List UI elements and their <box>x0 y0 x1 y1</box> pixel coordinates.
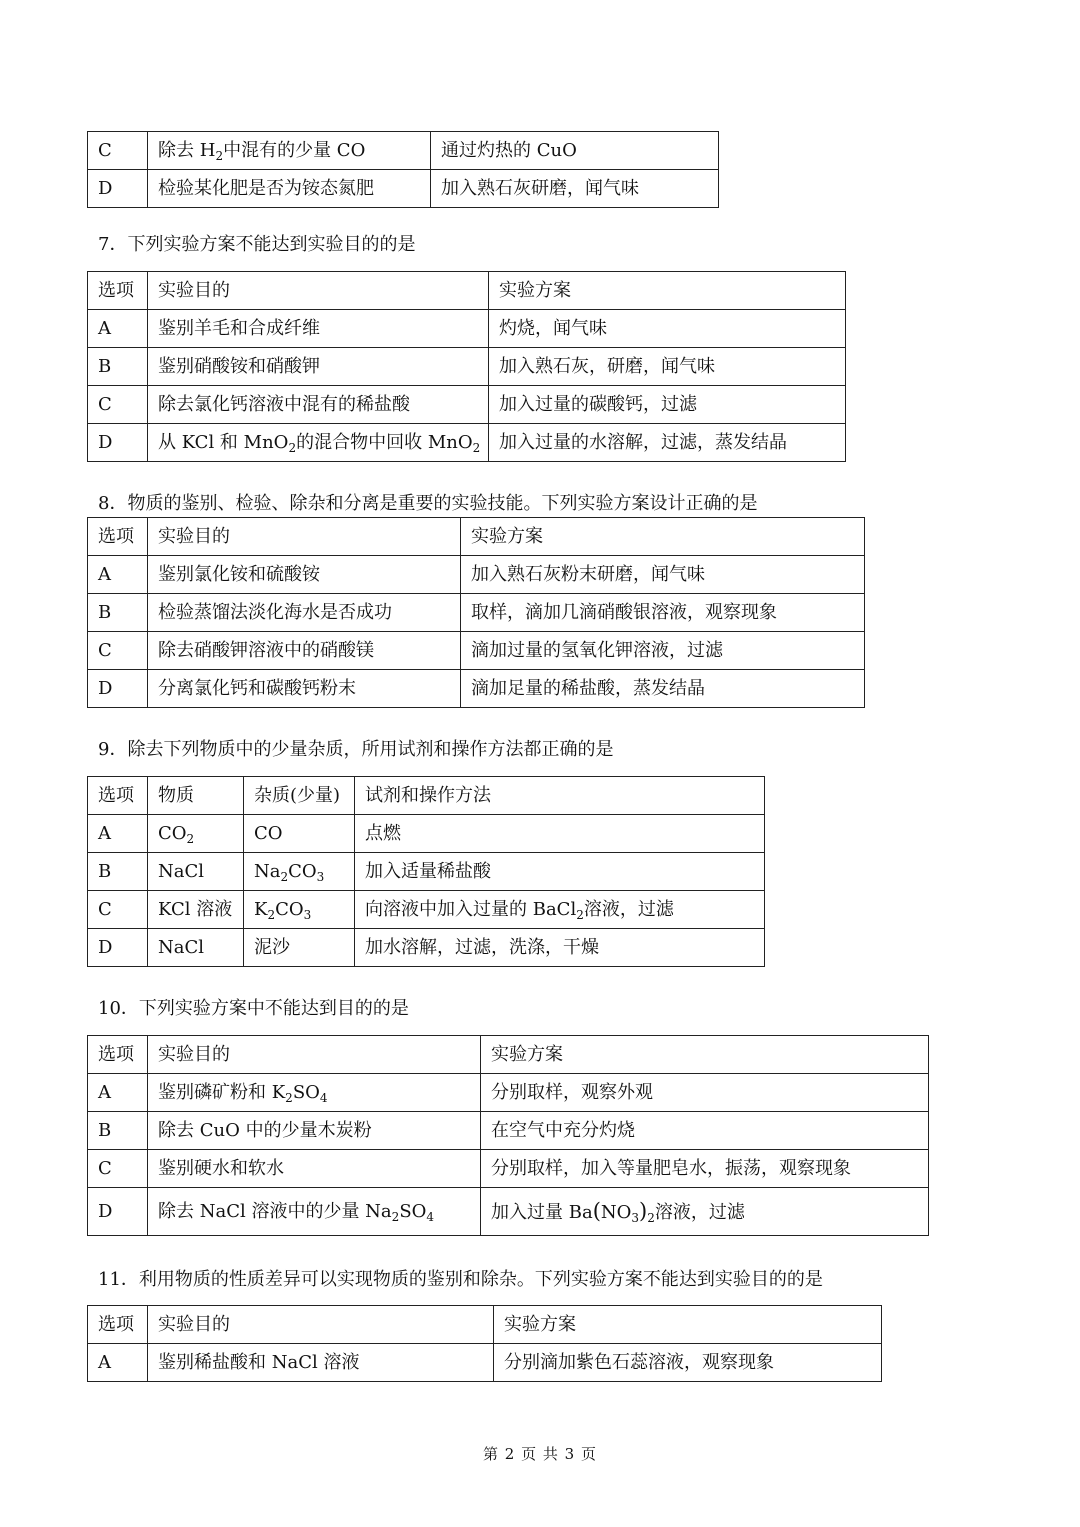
option-cell: C <box>88 891 148 929</box>
table-row <box>88 310 846 348</box>
question-7-title: 7．下列实验方案不能达到实验目的的是 <box>98 234 416 255</box>
page-footer: 第 2 页 共 3 页 <box>483 1445 597 1463</box>
option-cell: A <box>88 1074 148 1112</box>
impurity-cell: $K_2CO_3$ <box>244 891 355 929</box>
goal-cell: 鉴别硝酸铵和硝酸钾 <box>148 348 489 386</box>
table-row <box>88 1150 929 1188</box>
option-cell: A <box>88 1344 148 1382</box>
option-cell: A <box>88 815 148 853</box>
table-header-row <box>88 777 765 815</box>
table-row <box>88 815 765 853</box>
header-option: 选项 <box>88 1306 148 1344</box>
question-10-title: 10．下列实验方案中不能达到目的的是 <box>98 998 409 1019</box>
method-cell: 向溶液中加入过量的 BaCl$_2$溶液，过滤 <box>355 891 765 929</box>
option-cell: D <box>88 1188 148 1236</box>
table-row <box>88 891 765 929</box>
plan-cell: 加入熟石灰粉末研磨，闻气味 <box>461 556 865 594</box>
table-q8 <box>87 517 865 708</box>
table-header-row <box>88 1036 929 1074</box>
goal-cell: 除去 CuO 中的少量木炭粉 <box>148 1112 481 1150</box>
table-row <box>88 594 865 632</box>
header-substance: 物质 <box>148 777 244 815</box>
option-cell: B <box>88 594 148 632</box>
header-goal: 实验目的 <box>148 272 489 310</box>
substance-cell: NaCl <box>148 929 244 967</box>
table-q7 <box>87 271 846 462</box>
table-row <box>88 853 765 891</box>
plan-cell: 分别滴加紫色石蕊溶液，观察现象 <box>494 1344 882 1382</box>
table-row <box>88 1344 882 1382</box>
goal-cell: 鉴别硬水和软水 <box>148 1150 481 1188</box>
table-row <box>88 556 865 594</box>
header-option: 选项 <box>88 272 148 310</box>
table-row <box>88 424 846 462</box>
table-q6-tail <box>87 131 719 208</box>
goal-cell: 除去 $H_2$中混有的少量 CO <box>148 132 431 170</box>
goal-cell: 鉴别稀盐酸和 NaCl 溶液 <box>148 1344 494 1382</box>
plan-cell: 加入熟石灰，研磨，闻气味 <box>489 348 846 386</box>
table-row <box>88 1188 929 1236</box>
substance-cell: $CO_2$ <box>148 815 244 853</box>
table-header-row <box>88 1306 882 1344</box>
method-cell: 点燃 <box>355 815 765 853</box>
goal-cell: 检验某化肥是否为铵态氮肥 <box>148 170 431 208</box>
goal-cell: 鉴别磷矿粉和 $K_2SO_4$ <box>148 1074 481 1112</box>
table-header-row <box>88 518 865 556</box>
table-row <box>88 348 846 386</box>
option-cell: B <box>88 348 148 386</box>
header-goal: 实验目的 <box>148 1036 481 1074</box>
plan-cell: 加入熟石灰研磨，闻气味 <box>431 170 719 208</box>
table-q9 <box>87 776 765 967</box>
plan-cell: 分别取样，加入等量肥皂水，振荡，观察现象 <box>481 1150 929 1188</box>
table-row <box>88 386 846 424</box>
option-cell: C <box>88 632 148 670</box>
header-method: 试剂和操作方法 <box>355 777 765 815</box>
goal-cell: 分离氯化钙和碳酸钙粉末 <box>148 670 461 708</box>
option-cell: D <box>88 929 148 967</box>
question-8-title: 8．物质的鉴别、检验、除杂和分离是重要的实验技能。下列实验方案设计正确的是 <box>98 493 758 514</box>
header-option: 选项 <box>88 777 148 815</box>
table-q10 <box>87 1035 929 1236</box>
header-plan: 实验方案 <box>489 272 846 310</box>
table-row <box>88 670 865 708</box>
plan-cell: 分别取样，观察外观 <box>481 1074 929 1112</box>
option-cell: D <box>88 424 148 462</box>
impurity-cell: 泥沙 <box>244 929 355 967</box>
goal-cell: 除去硝酸钾溶液中的硝酸镁 <box>148 632 461 670</box>
plan-cell: 加入过量的碳酸钙，过滤 <box>489 386 846 424</box>
table-row <box>88 632 865 670</box>
goal-cell: 鉴别羊毛和合成纤维 <box>148 310 489 348</box>
table-row <box>88 132 719 170</box>
option-cell: B <box>88 1112 148 1150</box>
option-cell: C <box>88 386 148 424</box>
option-cell: D <box>88 170 148 208</box>
question-9-title: 9．除去下列物质中的少量杂质，所用试剂和操作方法都正确的是 <box>98 739 614 760</box>
option-cell: B <box>88 853 148 891</box>
option-cell: C <box>88 132 148 170</box>
plan-cell: 通过灼热的 CuO <box>431 132 719 170</box>
plan-cell: 滴加足量的稀盐酸，蒸发结晶 <box>461 670 865 708</box>
plan-cell: 在空气中充分灼烧 <box>481 1112 929 1150</box>
header-impurity: 杂质(少量) <box>244 777 355 815</box>
option-cell: C <box>88 1150 148 1188</box>
table-row <box>88 1112 929 1150</box>
substance-cell: KCl 溶液 <box>148 891 244 929</box>
table-q11 <box>87 1305 882 1382</box>
plan-cell: 取样，滴加几滴硝酸银溶液，观察现象 <box>461 594 865 632</box>
question-11-title: 11．利用物质的性质差异可以实现物质的鉴别和除杂。下列实验方案不能达到实验目的的是 <box>98 1269 823 1290</box>
header-goal: 实验目的 <box>148 518 461 556</box>
header-plan: 实验方案 <box>494 1306 882 1344</box>
plan-cell: 加入过量的水溶解，过滤，蒸发结晶 <box>489 424 846 462</box>
substance-cell: NaCl <box>148 853 244 891</box>
impurity-cell: $Na_2CO_3$ <box>244 853 355 891</box>
option-cell: A <box>88 556 148 594</box>
goal-cell: 除去氯化钙溶液中混有的稀盐酸 <box>148 386 489 424</box>
goal-cell: 从 KCl 和 MnO$_2$的混合物中回收 MnO$_2$ <box>148 424 489 462</box>
table-row <box>88 929 765 967</box>
table-row <box>88 170 719 208</box>
table-header-row <box>88 272 846 310</box>
method-cell: 加水溶解，过滤，洗涤，干燥 <box>355 929 765 967</box>
goal-cell: 鉴别氯化铵和硫酸铵 <box>148 556 461 594</box>
table-row <box>88 1074 929 1112</box>
option-cell: A <box>88 310 148 348</box>
option-cell: D <box>88 670 148 708</box>
goal-cell: 除去 NaCl 溶液中的少量 $Na_2SO_4$ <box>148 1188 481 1236</box>
impurity-cell: CO <box>244 815 355 853</box>
header-option: 选项 <box>88 518 148 556</box>
goal-cell: 检验蒸馏法淡化海水是否成功 <box>148 594 461 632</box>
plan-cell: 滴加过量的氢氧化钾溶液，过滤 <box>461 632 865 670</box>
header-plan: 实验方案 <box>481 1036 929 1074</box>
method-cell: 加入适量稀盐酸 <box>355 853 765 891</box>
header-plan: 实验方案 <box>461 518 865 556</box>
header-goal: 实验目的 <box>148 1306 494 1344</box>
header-option: 选项 <box>88 1036 148 1074</box>
plan-cell: 加入过量 $Ba(NO_3)_2$溶液，过滤 <box>481 1188 929 1236</box>
plan-cell: 灼烧，闻气味 <box>489 310 846 348</box>
